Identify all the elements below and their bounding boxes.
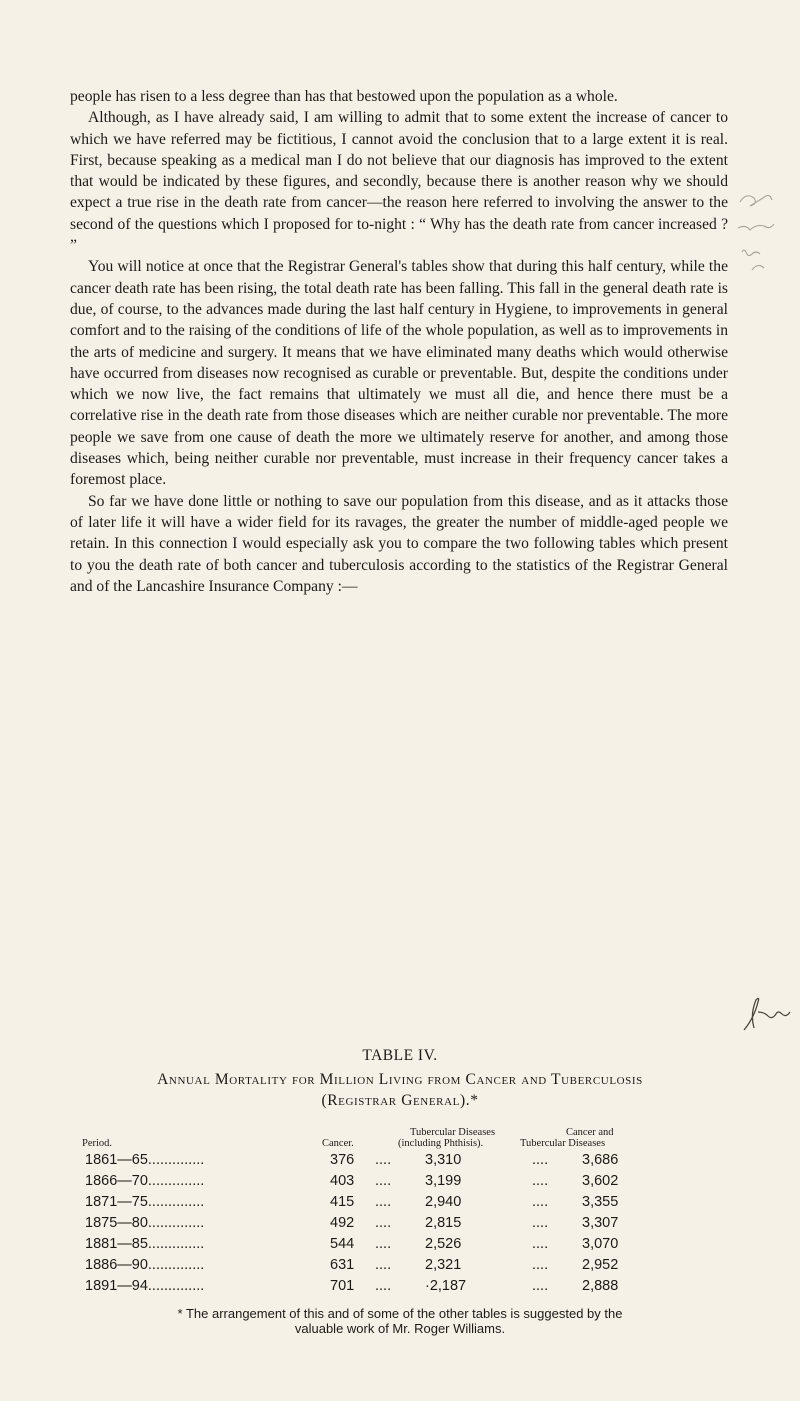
table-title: TABLE IV. [362, 1047, 438, 1064]
table-row [70, 1255, 730, 1276]
header-text: (including Phthisis). [398, 1138, 484, 1149]
cell-tubercular: 2,526 [425, 1236, 462, 1252]
paragraph: So far we have done little or nothing to save our population from this disease, and as it attacks those of later life it will have a wider field for its ravages, the greater the number of middle-aged people we retain. In this connection I would especially ask you to compare the two following tables which present to you the death rate of both cancer and tuberculosis according to the statistics of the Registrar General and of the Lancashire Insurance Company :— [70, 492, 728, 595]
cell-period: 1871—75.............. [85, 1194, 205, 1210]
cell-leader: .... [532, 1257, 549, 1273]
cell-leader: .... [532, 1236, 549, 1252]
paragraph: people has risen to a less degree than has that bestowed upon the population as a whole. [70, 88, 618, 105]
header-text: Tubercular Diseases [520, 1138, 606, 1149]
body-text [70, 86, 728, 597]
cell-both: 2,888 [582, 1278, 619, 1294]
pencil-margin-annotation [734, 166, 790, 276]
table-row [70, 1213, 730, 1234]
paragraph: Although, as I have already said, I am willing to admit that to some extent the increase of cancer to which we have referred may be fictitious, I cannot avoid the conclusion that to a large extent it is real. First, because speaking as a medical man I do not believe that our diagnosis has improved to the extent that would be indicated by these figures, and secondly, because there is another reason why we should expect a true rise in the death rate from cancer—the reason here referred to involving the answer to the second of the questions which I proposed for to-night : “ Why has the death rate from cancer increased ? ” [70, 109, 728, 255]
cell-period: 1886—90.............. [85, 1257, 205, 1273]
cell-cancer: 492 [330, 1215, 355, 1231]
cell-cancer: 701 [330, 1278, 355, 1294]
column-header-both [520, 1127, 614, 1149]
table-caption-line: Annual Mortality for Million Living from Cancer and Tuberculosis [157, 1071, 643, 1088]
footnote-line: valuable work of Mr. Roger Williams. [294, 1321, 506, 1336]
table-header [70, 1125, 730, 1151]
cell-period: 1866—70.............. [85, 1173, 205, 1189]
cell-leader: .... [375, 1236, 392, 1252]
cell-period: 1891—94.............. [85, 1278, 205, 1294]
cell-tubercular: ·2,187 [425, 1278, 467, 1294]
cell-cancer: 631 [330, 1257, 355, 1273]
column-header-tubercular [398, 1127, 496, 1149]
footnote [100, 1306, 700, 1336]
table-row [70, 1192, 730, 1213]
cell-cancer: 544 [330, 1236, 355, 1252]
paragraph: You will notice at once that the Registrar General's tables show that during this half century, while the cancer death rate has been rising, the total death rate has been falling. This fall in the general death rate is due, of course, to the advances made during the last half century in Hygiene, to improvements in general comfort and to the raising of the conditions of life of the whole population, as well as to improvements in the arts of medicine and surgery. It means that we have eliminated many deaths which would otherwise have occurred from diseases now recognised as curable or preventable. But, despite the conditions under which we now live, the fact remains that ultimately we must all die, and hence there must be a correlative rise in the death rate from those diseases which are neither curable nor preventable. The more people we save from one cause of death the more we ultimately reserve for another, and among those diseases which, being neither curable nor preventable, must increase in their frequency cancer takes a foremost place. [70, 258, 728, 489]
cell-tubercular: 2,940 [425, 1194, 462, 1210]
cell-both: 3,602 [582, 1173, 619, 1189]
cell-leader: .... [532, 1173, 549, 1189]
cell-both: 3,307 [582, 1215, 619, 1231]
cell-leader: .... [532, 1152, 549, 1168]
cell-both: 3,070 [582, 1236, 619, 1252]
cell-cancer: 376 [330, 1152, 355, 1168]
cell-cancer: 415 [330, 1194, 355, 1210]
footnote-line: * The arrangement of this and of some of the other tables is suggested by the [177, 1306, 623, 1321]
table-caption-line: (Registrar General).* [321, 1092, 479, 1109]
cell-period: 1875—80.............. [85, 1215, 205, 1231]
cell-both: 3,355 [582, 1194, 619, 1210]
table-body [70, 1150, 730, 1297]
cell-leader: .... [532, 1215, 549, 1231]
table-caption [0, 1069, 800, 1111]
header-text: Tubercular Diseases [410, 1127, 496, 1138]
column-header-period: Period. [82, 1138, 113, 1149]
table-row [70, 1234, 730, 1255]
table-row [70, 1150, 730, 1171]
cell-leader: .... [375, 1278, 392, 1294]
cell-leader: .... [375, 1173, 392, 1189]
cell-leader: .... [375, 1215, 392, 1231]
table-row [70, 1171, 730, 1192]
ink-margin-annotation [740, 990, 796, 1040]
cell-tubercular: 2,321 [425, 1257, 462, 1273]
cell-tubercular: 3,310 [425, 1152, 462, 1168]
header-text: Cancer and [566, 1127, 614, 1138]
cell-tubercular: 3,199 [425, 1173, 462, 1189]
cell-period: 1861—65.............. [85, 1152, 205, 1168]
cell-leader: .... [375, 1152, 392, 1168]
cell-both: 3,686 [582, 1152, 619, 1168]
cell-leader: .... [375, 1194, 392, 1210]
cell-both: 2,952 [582, 1257, 619, 1273]
cell-cancer: 403 [330, 1173, 355, 1189]
cell-period: 1881—85.............. [85, 1236, 205, 1252]
table-row [70, 1276, 730, 1297]
cell-leader: .... [375, 1257, 392, 1273]
cell-leader: .... [532, 1278, 549, 1294]
cell-leader: .... [532, 1194, 549, 1210]
cell-tubercular: 2,815 [425, 1215, 462, 1231]
column-header-cancer: Cancer. [322, 1138, 354, 1149]
